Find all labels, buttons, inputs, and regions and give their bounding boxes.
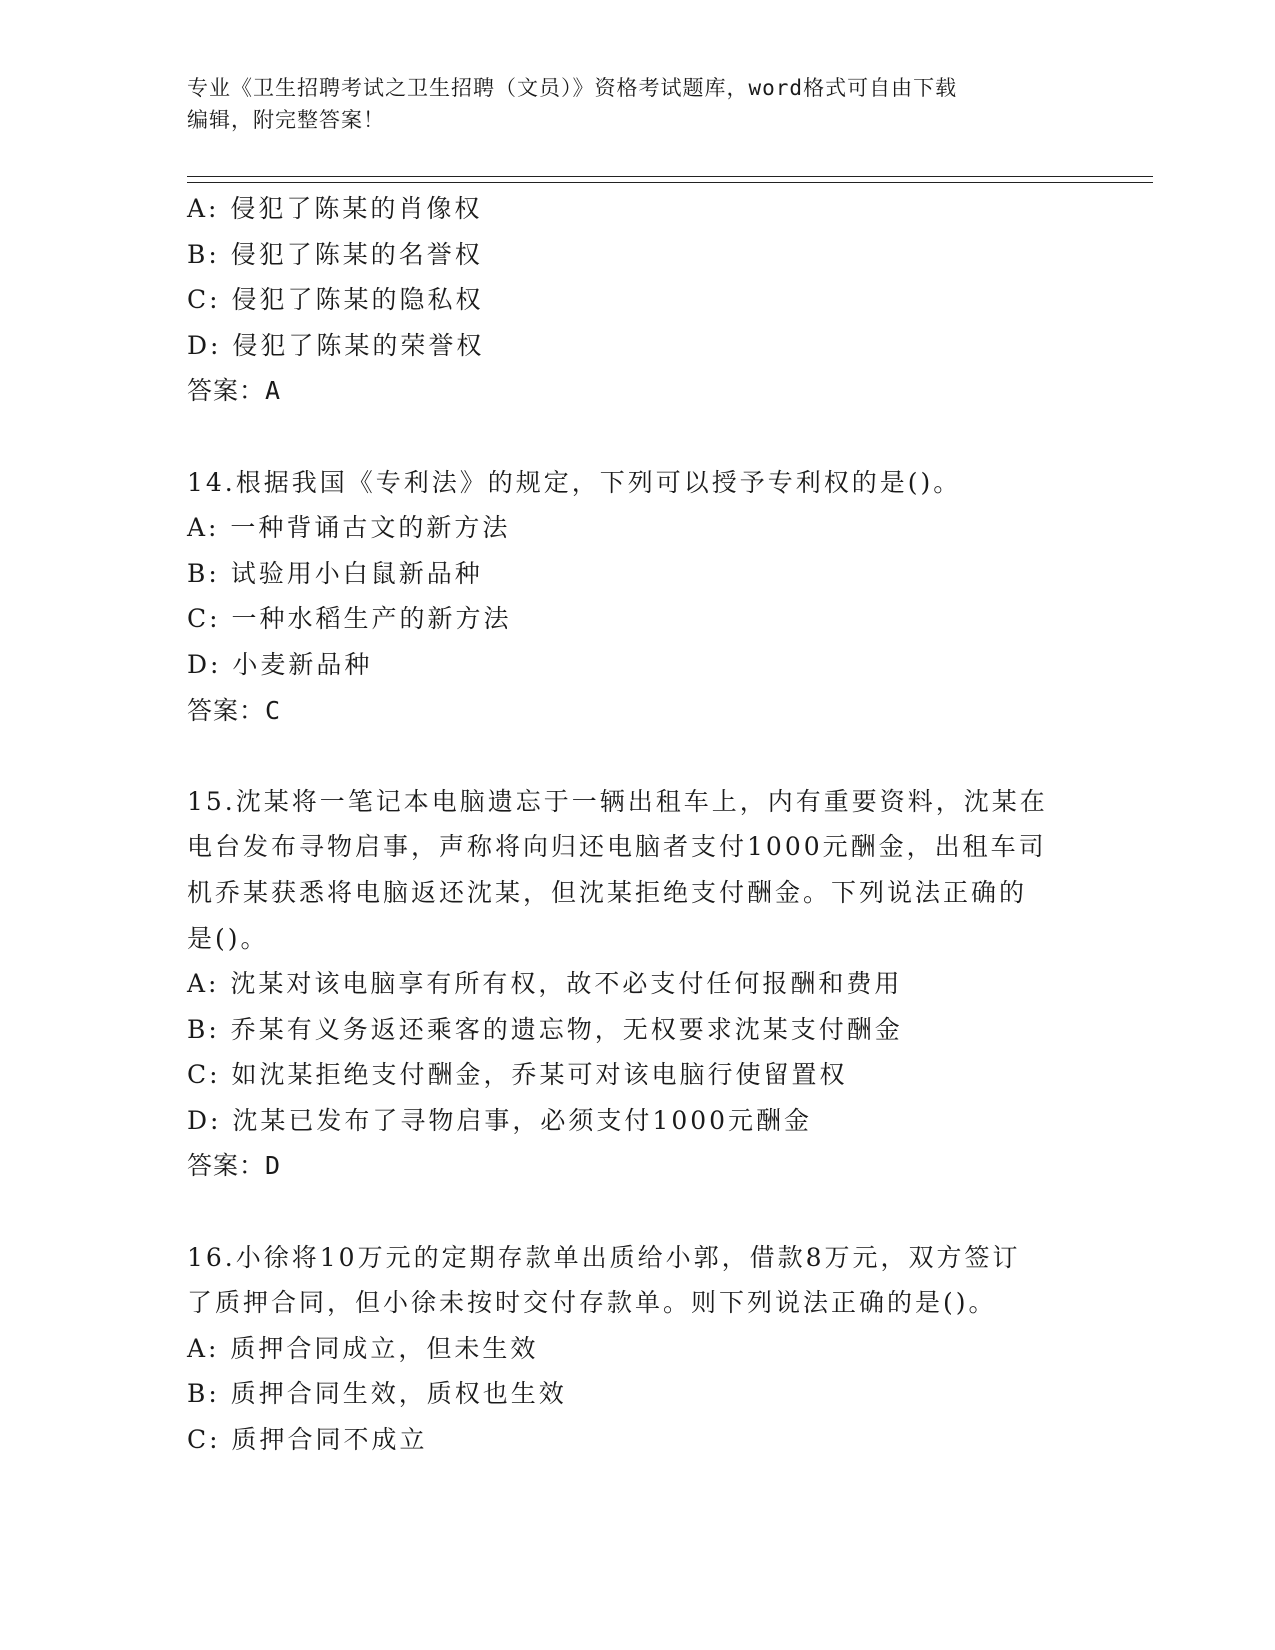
option-b: B: 质押合同生效，质权也生效 (187, 1379, 567, 1409)
option-b: B: 侵犯了陈某的名誉权 (187, 239, 483, 269)
question-stem-line: 了质押合同，但小徐未按时交付存款单。则下列说法正确的是()。 (187, 1288, 997, 1318)
option-b: B: 试验用小白鼠新品种 (187, 558, 483, 588)
option-d: D: 小麦新品种 (187, 649, 373, 679)
option-b: B: 乔某有义务返还乘客的遗忘物，无权要求沈某支付酬金 (187, 1014, 903, 1044)
option-a: A: 一种背诵古文的新方法 (187, 513, 511, 543)
option-a: A: 质押合同成立，但未生效 (187, 1333, 539, 1363)
option-c: C: 侵犯了陈某的隐私权 (187, 285, 484, 315)
spacer (187, 1189, 1087, 1235)
option-d: D: 侵犯了陈某的荣誉权 (187, 330, 485, 360)
option-a: A: 沈某对该电脑享有所有权，故不必支付任何报酬和费用 (187, 969, 903, 999)
spacer (187, 733, 1087, 779)
document-body (187, 186, 1087, 1463)
spacer (187, 414, 1087, 460)
answer-line: 答案：A (187, 376, 282, 406)
question-14 (187, 460, 1087, 734)
header-line-1: 专业《卫生招聘考试之卫生招聘（文员）》资格考试题库，word格式可自由下载 (187, 76, 958, 100)
question-stem-line: 16.小徐将10万元的定期存款单出质给小郭，借款8万元，双方签订 (187, 1242, 1021, 1272)
header-rule-top (187, 176, 1153, 177)
header-line-2: 编辑，附完整答案！ (187, 108, 385, 132)
option-a: A: 侵犯了陈某的肖像权 (187, 194, 483, 223)
question-15 (187, 779, 1087, 1189)
option-c: C: 一种水稻生产的新方法 (187, 604, 512, 634)
document-header (187, 72, 1087, 136)
answer-line: 答案：D (187, 1151, 282, 1181)
option-d: D: 沈某已发布了寻物启事，必须支付1000元酬金 (187, 1105, 813, 1135)
answer-line: 答案：C (187, 695, 282, 725)
question-stem-line: 15.沈某将一笔记本电脑遗忘于一辆出租车上，内有重要资料，沈某在 (187, 786, 1048, 816)
question-16 (187, 1235, 1087, 1463)
question-stem: 14.根据我国《专利法》的规定，下列可以授予专利权的是()。 (187, 467, 962, 497)
question-stem-line: 电台发布寻物启事，声称将向归还电脑者支付1000元酬金，出租车司 (187, 832, 1047, 862)
header-rule-bottom (187, 182, 1153, 183)
question-stem-line: 是()。 (187, 923, 269, 953)
option-c: C: 如沈某拒绝支付酬金，乔某可对该电脑行使留置权 (187, 1060, 848, 1090)
question-13 (187, 186, 1087, 414)
question-stem-line: 机乔某获悉将电脑返还沈某，但沈某拒绝支付酬金。下列说法正确的 (187, 877, 1028, 907)
option-c: C: 质押合同不成立 (187, 1425, 428, 1455)
